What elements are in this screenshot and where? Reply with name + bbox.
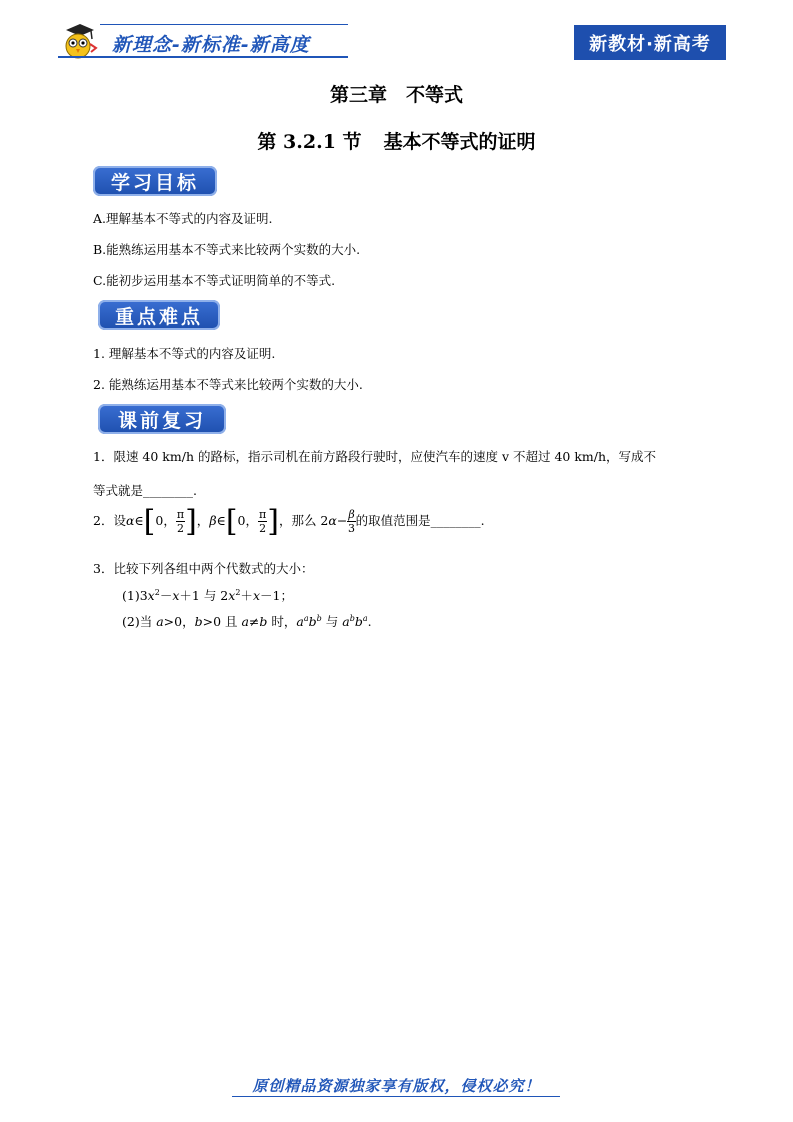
alpha-symbol: α xyxy=(328,513,337,528)
brand-slogan: 新理念-新标准-新高度 xyxy=(112,34,310,56)
q2-suffix: 的取值范围是________. xyxy=(355,513,485,528)
question-2 xyxy=(93,503,485,539)
objective-item: A.理解基本不等式的内容及证明. xyxy=(93,211,273,226)
question-3-part-1: $(1)3x^2-x+1$ 与 $2x^2+x-1$； xyxy=(122,587,293,603)
pi-over-two: $\frac{\pi}{2}$ xyxy=(258,508,267,535)
element-of-symbol: ∈ xyxy=(216,513,226,528)
header-top-rule xyxy=(100,24,348,25)
key-point-item: 1. 理解基本不等式的内容及证明. xyxy=(93,346,276,361)
question-3: 3．比较下列各组中两个代数式的大小： xyxy=(93,561,314,576)
alpha-symbol: α xyxy=(125,513,135,528)
objective-item: B.能熟练运用基本不等式来比较两个实数的大小. xyxy=(93,242,361,257)
header-badge: 新教材·新高考 xyxy=(574,25,726,60)
interval-start: 0， xyxy=(155,513,176,528)
question-1-line-1: 1．限速 40 km/h 的路标，指示司机在前方路段行驶时，应使汽车的速度 v 不超过 40 km/h，写成不 xyxy=(93,449,657,464)
copyright-notice: 原创精品资源独家享有版权，侵权必究！ xyxy=(252,1077,541,1095)
key-point-item: 2. 能熟练运用基本不等式来比较两个实数的大小. xyxy=(93,377,363,392)
key-points-heading: 重点难点 xyxy=(98,300,220,330)
q2-prefix: 2．设 xyxy=(93,513,126,528)
chapter-title: 第三章 不等式 xyxy=(329,84,463,106)
pi-over-two: $\frac{\pi}{2}$ xyxy=(176,508,185,535)
q2-mid: ，那么 2 xyxy=(278,513,329,528)
question-3-part-2: (2)当 a>0，b>0 且 a≠b 时，$a^ab^b$ 与 $a^bb^a$. xyxy=(122,613,372,629)
header-rule xyxy=(58,56,348,58)
section-title xyxy=(0,127,793,154)
left-bracket: [ xyxy=(225,503,238,539)
section-name: 基本不等式的证明 xyxy=(383,131,536,153)
right-bracket: ] xyxy=(185,503,197,539)
question-1-line-2: 等式就是________. xyxy=(93,483,197,498)
objectives-heading: 学习目标 xyxy=(93,166,217,196)
beta-symbol: β xyxy=(209,513,217,528)
beta-over-three: $\frac{\beta}{3}$ xyxy=(347,508,355,535)
footer-rule xyxy=(232,1096,560,1097)
review-heading: 课前复习 xyxy=(98,404,226,434)
interval-start: 0， xyxy=(237,513,258,528)
element-of-symbol: ∈ xyxy=(134,513,144,528)
minus-symbol: − xyxy=(336,513,348,528)
q2-comma: ， xyxy=(196,513,210,528)
objective-item: C.能初步运用基本不等式证明简单的不等式. xyxy=(93,273,336,288)
section-number: 第 3.2.1 节 xyxy=(257,131,362,153)
left-bracket: [ xyxy=(143,503,156,539)
right-bracket: ] xyxy=(267,503,279,539)
